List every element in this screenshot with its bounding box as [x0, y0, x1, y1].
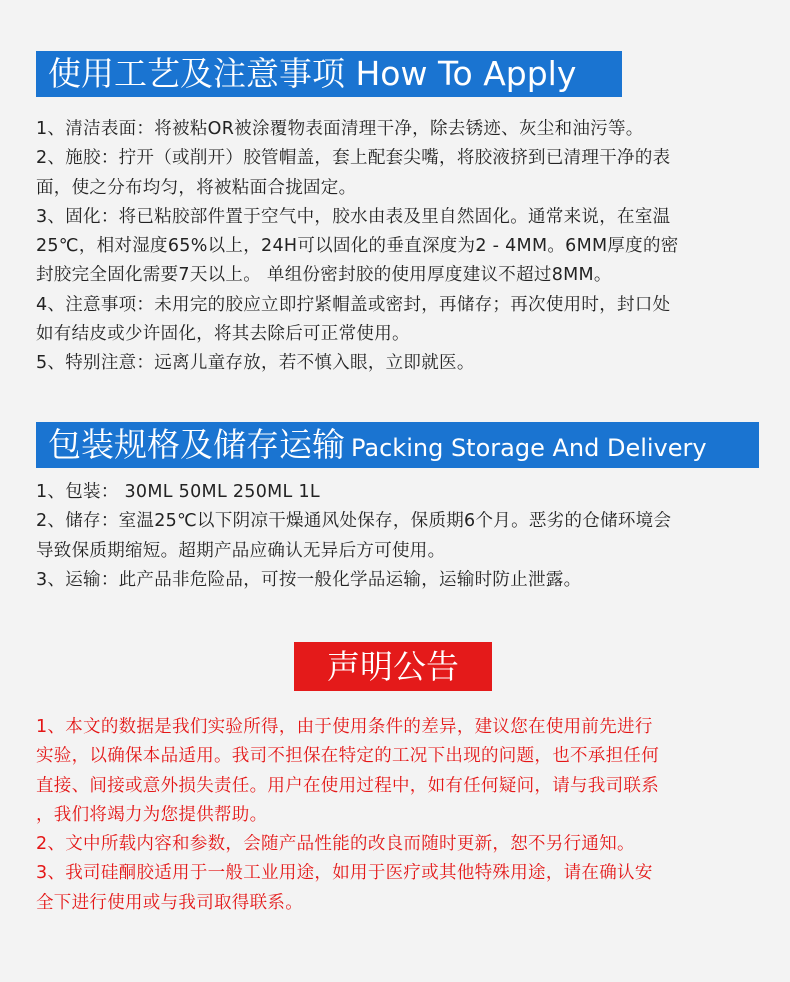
text-line: 面，使之分布均匀，将被粘面合拢固定。 [36, 177, 357, 198]
section-heading-packing-storage [36, 422, 759, 468]
text-line: 5、特别注意：远离儿童存放，若不慎入眼，立即就医。 [36, 353, 475, 374]
text-line: ，我们将竭力为您提供帮助。 [36, 804, 268, 825]
text-line: 3、固化：将已粘胶部件置于空气中，胶水由表及里自然固化。通常来说，在室温 [36, 206, 671, 227]
text-line: 25℃，相对湿度65%以上，24H可以固化的垂直深度为2 - 4MM。6MM厚度的密 [36, 236, 679, 257]
text-line: 全下进行使用或与我司取得联系。 [36, 892, 303, 913]
text-line: 封胶完全固化需要7天以上。 单组份密封胶的使用厚度建议不超过8MM。 [36, 265, 612, 286]
text-line: 1、清洁表面：将被粘OR被涂覆物表面清理干净，除去锈迹、灰尘和油污等。 [36, 119, 644, 139]
text-line: 3、运输：此产品非危险品，可按一般化学品运输，运输时防止泄露。 [36, 569, 582, 590]
packing-storage-info [36, 478, 776, 595]
text-line: 实验，以确保本品适用。我司不担保在特定的工况下出现的问题，也不承担任何 [36, 746, 659, 767]
text-line: 3、我司硅酮胶适用于一般工业用途，如用于医疗或其他特殊用途，请在确认安 [36, 863, 653, 884]
text-line: 2、储存：室温25℃以下阴凉干燥通风处保存，保质期6个月。恶劣的仓储环境会 [36, 511, 672, 532]
text-line: 如有结皮或少许固化，将其去除后可正常使用。 [36, 324, 410, 345]
disclaimer-text [36, 713, 756, 918]
section-heading-how-to-apply: 使用工艺及注意事项 How To Apply [36, 51, 622, 97]
text-line: 2、文中所载内容和参数，会随产品性能的改良而随时更新，恕不另行通知。 [36, 834, 635, 855]
text-line: 1、本文的数据是我们实验所得，由于使用条件的差异，建议您在使用前先进行 [36, 717, 653, 737]
heading-cn: 包装规格及储存运输 [48, 425, 345, 464]
heading-en: Packing Storage And Delivery [351, 434, 707, 462]
text-line: 直接、间接或意外损失责任。用户在使用过程中，如有任何疑问，请与我司联系 [36, 775, 659, 796]
text-line: 4、注意事项：未用完的胶应立即拧紧帽盖或密封，再储存；再次使用时，封口处 [36, 294, 671, 315]
section-heading-disclaimer: 声明公告 [294, 642, 492, 691]
text-line: 2、施胶：拧开（或削开）胶管帽盖，套上配套尖嘴，将胶液挤到已清理干净的表 [36, 148, 671, 169]
apply-instructions [36, 115, 776, 379]
text-line: 1、包装： 30ML 50ML 250ML 1L [36, 482, 320, 502]
text-line: 导致保质期缩短。超期产品应确认无异后方可使用。 [36, 540, 446, 561]
